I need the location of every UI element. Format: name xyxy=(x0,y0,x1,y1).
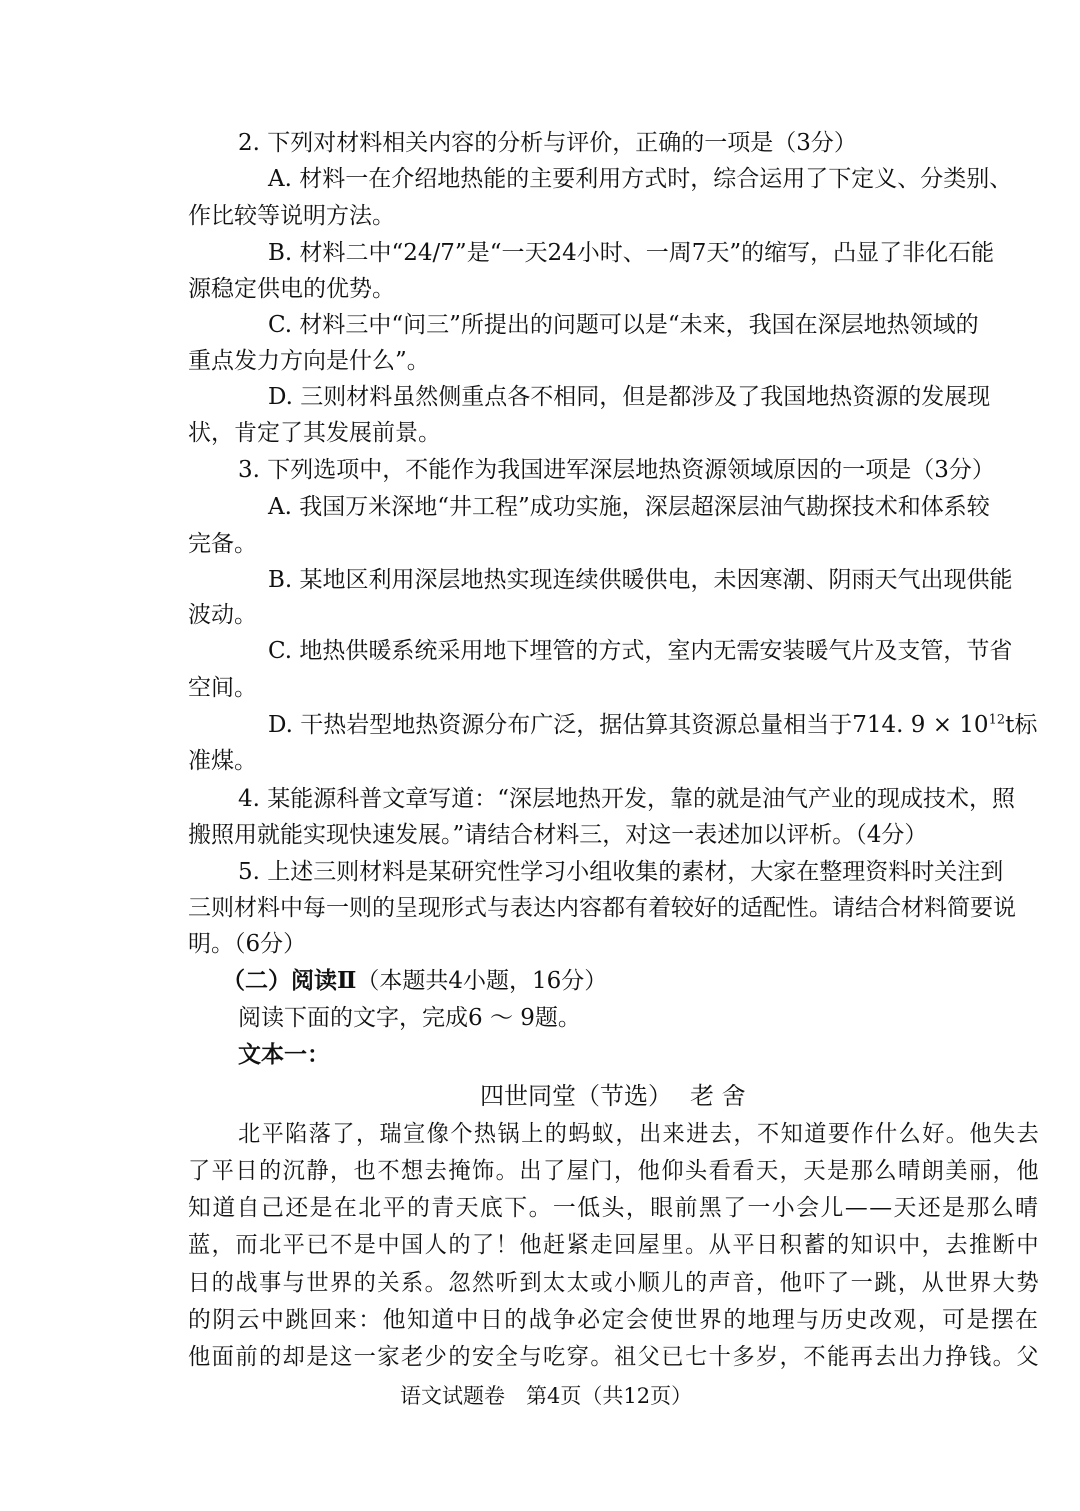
q2-option-c-line2: 重点发力方向是什么”。 xyxy=(188,348,430,374)
q3-option-a-line2: 完备。 xyxy=(188,531,257,557)
section2-heading-score: （本题共4小题，16分） xyxy=(356,968,608,994)
q3-option-c-line1: C. 地热供暖系统采用地下埋管的方式，室内无需安装暖气片及支管，节省 xyxy=(268,638,1013,664)
page-footer: 语文试题卷 第4页（共12页） xyxy=(400,1384,693,1408)
q3-option-d-exponent: 12 xyxy=(988,712,1006,728)
q5-line1: 5. 上述三则材料是某研究性学习小组收集的素材，大家在整理资料时关注到 xyxy=(238,859,1004,885)
passage-line: 蓝，而北平已不是中国人的了！他赶紧走回屋里。从平日积蓄的知识中，去推断中 xyxy=(188,1232,1041,1258)
section2-instruction: 阅读下面的文字，完成6 ～ 9题。 xyxy=(238,1005,581,1031)
q5-line3: 明。（6分） xyxy=(188,931,307,957)
q3-option-a-line1: A. 我国万米深地“井工程”成功实施，深层超深层油气勘探技术和体系较 xyxy=(268,494,990,520)
q3-option-d-line2: 准煤。 xyxy=(188,748,257,774)
passage-title xyxy=(480,1081,746,1111)
q2-option-d-line1: D. 三则材料虽然侧重点各不相同，但是都涉及了我国地热资源的发展现 xyxy=(268,384,991,410)
q2-option-b-line2: 源稳定供电的优势。 xyxy=(188,276,395,302)
q3-option-c-line2: 空间。 xyxy=(188,675,257,701)
passage-line: 了平日的沉静，也不想去掩饰。出了屋门，他仰头看看天，天是那么晴朗美丽，他 xyxy=(188,1158,1041,1184)
q4-line2: 搬照用就能实现快速发展。”请结合材料三，对这一表述加以评析。（4分） xyxy=(188,822,928,848)
passage-line: 的阴云中跳回来：他知道中日的战争必定会使世界的地理与历史改观，可是摆在 xyxy=(188,1307,1040,1333)
text-one-label: 文本一： xyxy=(238,1041,330,1068)
q2-option-a-line2: 作比较等说明方法。 xyxy=(188,203,395,229)
q2-option-b-line1: B. 材料二中“24/7”是“一天24小时、一周7天”的缩写，凸显了非化石能 xyxy=(268,240,995,266)
q5-line2: 三则材料中每一则的呈现形式与表达内容都有着较好的适配性。请结合材料简要说 xyxy=(188,895,1016,921)
q3-option-d-unit: t标 xyxy=(1005,712,1038,738)
passage-line: 知道自己还是在北平的青天底下。一低头，眼前黑了一小会儿——天还是那么晴 xyxy=(188,1195,1040,1221)
passage-line: 日的战事与世界的关系。忽然听到太太或小顺儿的声音，他吓了一跳，从世界大势 xyxy=(188,1270,1041,1296)
q3-option-b-line2: 波动。 xyxy=(188,602,257,628)
section2-heading xyxy=(222,966,607,996)
q3-option-b-line1: B. 某地区利用深层地热实现连续供暖供电，未因寒潮、阴雨天气出现供能 xyxy=(268,567,1013,593)
passage-line: 他面前的却是这一家老少的安全与吃穿。祖父已七十多岁，不能再去出力挣钱。父 xyxy=(188,1344,1041,1370)
passage-title-text: 四世同堂（节选） xyxy=(480,1082,672,1110)
q3-option-d-text: D. 干热岩型地热资源分布广泛，据估算其资源总量相当于714. 9 × 10 xyxy=(268,712,989,738)
q2-option-a-line1: A. 材料一在介绍地热能的主要利用方式时，综合运用了下定义、分类别、 xyxy=(268,166,1013,192)
q2-option-c-line1: C. 材料三中“问三”所提出的问题可以是“未来，我国在深层地热领域的 xyxy=(268,312,979,338)
passage-line: 北平陷落了，瑞宣像个热锅上的蚂蚁，出来进去，不知道要作什么好。他失去 xyxy=(238,1121,1041,1147)
passage-author: 老 舍 xyxy=(690,1082,746,1110)
q4-line1: 4. 某能源科普文章写道：“深层地热开发，靠的就是油气产业的现成技术，照 xyxy=(238,786,1016,812)
section2-heading-label: （二）阅读Ⅱ xyxy=(222,967,357,994)
q2-option-d-line2: 状，肯定了其发展前景。 xyxy=(188,420,441,446)
q3-stem: 3. 下列选项中，不能作为我国进军深层地热资源领域原因的一项是（3分） xyxy=(238,457,995,483)
q3-option-d-line1 xyxy=(268,710,1037,740)
q2-stem: 2. 下列对材料相关内容的分析与评价，正确的一项是（3分） xyxy=(238,130,857,156)
